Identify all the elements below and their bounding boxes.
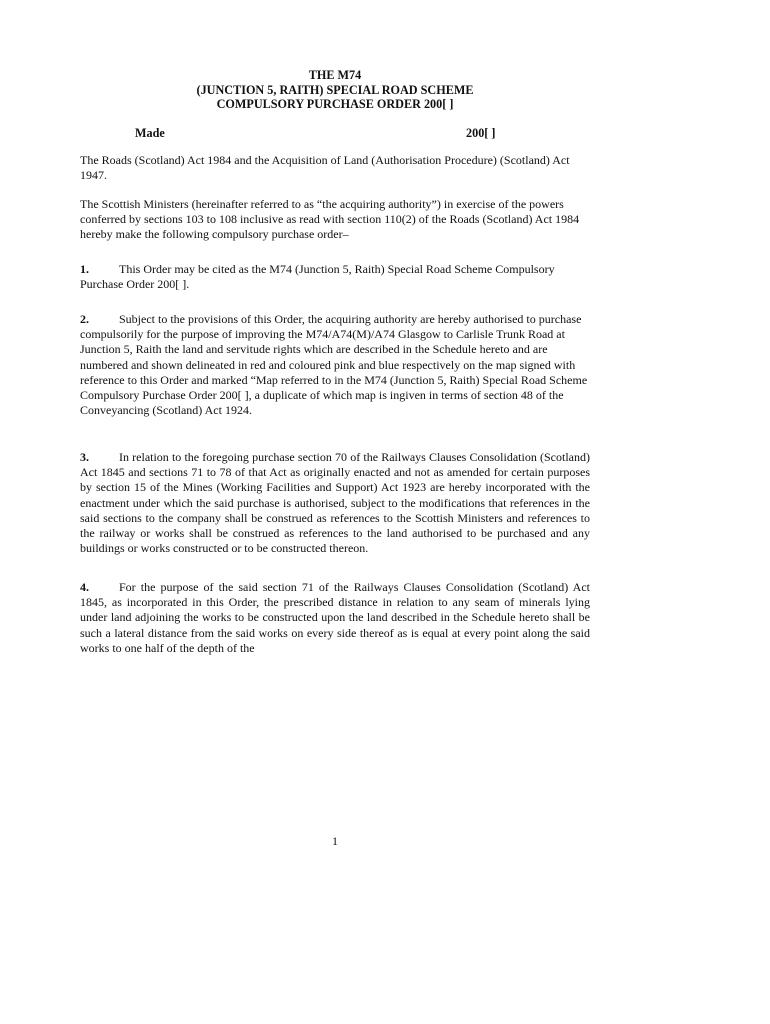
article-text: For the purpose of the said section 71 of the Railways Clauses Consolidation (Scotland) Act 1845, as incorporated in this Order, the prescribed distance in relation to any seam of minerals lying under land adjoining the works to be constructed upon the land described in the Schedule hereto shall be such a lateral distance from the said works on every side thereof as is equal at every point along the said works to one half of the depth of the [80,580,590,655]
page-number: 1 [332,834,338,848]
article-1 [80,262,590,292]
preamble-paragraph: The Scottish Ministers (hereinafter referred to as “the acquiring authority”) in exercise of the powers conferred by sections 103 to 108 inclusive as read with section 110(2) of the Roads (Scotland) Act 1984 hereby make the following compulsory purchase order– [80,197,580,242]
article-text: In relation to the foregoing purchase section 70 of the Railways Clauses Consolidation (Scotland) Act 1845 and sections 71 to 78 of that Act as originally enacted and not as amended for certain purposes by section 15 of the Mines (Working Facilities and Support) Act 1923 are hereby incorporated with the enactment under which the said purchase is authorised, subject to the modifications that references in the said sections to the company shall be construed as references to the Scottish Ministers and references to the railway or works shall be construed as references to the land authorised to be purchased and any buildings or works constructed or to be constructed thereon. [80,450,590,556]
article-text: This Order may be cited as the M74 (Junction 5, Raith) Special Road Scheme Compulsory Purchase Order 200[ ]. [80,262,555,292]
article-number: 2. [80,312,89,326]
article-number: 4. [80,580,89,594]
article-text: Subject to the provisions of this Order, the acquiring authority are hereby authorised to purchase compulsorily for the purpose of improving the M74/A74(M)/A74 Glasgow to Carlisle Trunk Road at Junction 5, Raith the land and servitude rights which are described in the Schedule hereto and are numbered and shown delineated in red and coloured pink and blue respectively on the map signed with reference to this Order and marked “Map referred to in the M74 (Junction 5, Raith) Special Road Scheme Compulsory Purchase Order 200[ ], a duplicate of which map is ingiven in terms of section 48 of the Conveyancing (Scotland) Act 1924. [80,312,588,418]
article-number: 3. [80,450,89,464]
article-3 [80,450,590,556]
title-line-2: (JUNCTION 5, RAITH) SPECIAL ROAD SCHEME [196,82,474,97]
title-line-3: COMPULSORY PURCHASE ORDER 200[ ] [216,97,454,111]
enabling-acts-paragraph: The Roads (Scotland) Act 1984 and the Acquisition of Land (Authorisation Procedure) (Scotland) Act 1947. [80,153,570,183]
document-title [80,68,590,112]
article-number: 1. [80,262,89,276]
article-2 [80,312,590,418]
made-label: Made [135,126,165,140]
title-line-1: THE M74 [308,68,362,82]
article-4 [80,580,590,656]
made-date: 200[ ] [466,126,496,140]
